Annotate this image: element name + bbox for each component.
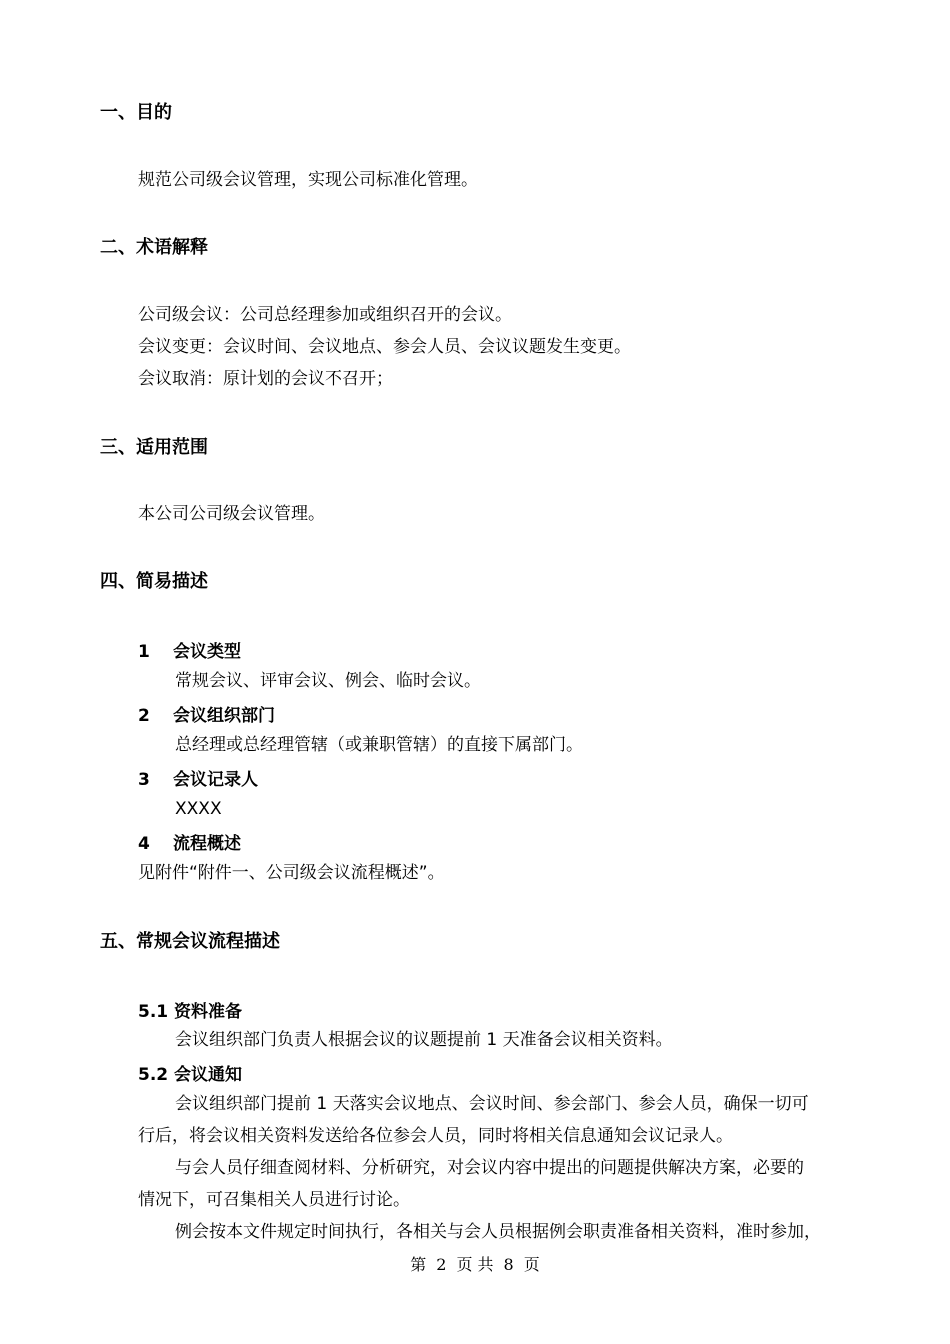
subheading-material-prep: 5.1 资料准备	[138, 1002, 243, 1022]
item-text: XXXX	[175, 799, 222, 819]
subheading-process-overview	[138, 829, 241, 854]
current-page-number: 2	[436, 1255, 447, 1274]
item-text: 总经理或总经理管辖（或兼职管辖）的直接下属部门。	[175, 735, 583, 755]
paragraph: 本公司公司级会议管理。	[138, 504, 325, 524]
item-text: 常规会议、评审会议、例会、临时会议。	[175, 671, 481, 691]
paragraph-line: 例会按本文件规定时间执行，各相关与会人员根据例会职责准备相关资料，准时参加，	[175, 1222, 821, 1242]
item-title: 会议类型	[173, 642, 241, 662]
subheading-meeting-type	[138, 637, 241, 662]
item-title: 会议组织部门	[173, 706, 275, 726]
item-title: 流程概述	[173, 834, 241, 854]
item-title: 会议记录人	[173, 770, 258, 790]
section-heading-terms: 二、术语解释	[100, 237, 208, 258]
paragraph: 规范公司级会议管理，实现公司标准化管理。	[138, 170, 478, 190]
item-text: 见附件“附件一、公司级会议流程概述”。	[138, 863, 445, 883]
paragraph: 会议取消：原计划的会议不召开；	[138, 369, 393, 389]
paragraph-line: 行后，将会议相关资料发送给各位参会人员，同时将相关信息通知会议记录人。	[138, 1126, 733, 1146]
subheading-organizer	[138, 701, 275, 726]
footer-middle: 页 共	[456, 1255, 494, 1274]
paragraph: 会议变更：会议时间、会议地点、参会人员、会议议题发生变更。	[138, 337, 631, 357]
footer-suffix: 页	[523, 1255, 540, 1274]
section-heading-description: 四、简易描述	[100, 571, 208, 592]
item-number: 2	[138, 706, 150, 726]
page-footer	[0, 1252, 950, 1275]
subheading-meeting-notice: 5.2 会议通知	[138, 1065, 243, 1085]
subheading-recorder	[138, 765, 258, 790]
item-number: 4	[138, 834, 150, 854]
paragraph: 公司级会议：公司总经理参加或组织召开的会议。	[138, 305, 512, 325]
paragraph-line: 与会人员仔细查阅材料、分析研究，对会议内容中提出的问题提供解决方案，必要的	[175, 1158, 804, 1178]
section-heading-purpose: 一、目的	[100, 102, 172, 123]
paragraph: 会议组织部门负责人根据会议的议题提前 1 天准备会议相关资料。	[175, 1030, 673, 1050]
item-number: 3	[138, 770, 150, 790]
footer-prefix: 第	[410, 1255, 427, 1274]
total-page-count: 8	[503, 1255, 514, 1274]
paragraph-line: 情况下，可召集相关人员进行讨论。	[138, 1190, 410, 1210]
item-number: 1	[138, 642, 150, 662]
section-heading-process: 五、常规会议流程描述	[100, 931, 280, 952]
paragraph-line: 会议组织部门提前 1 天落实会议地点、会议时间、参会部门、参会人员，确保一切可	[175, 1094, 809, 1114]
section-heading-scope: 三、适用范围	[100, 437, 208, 458]
